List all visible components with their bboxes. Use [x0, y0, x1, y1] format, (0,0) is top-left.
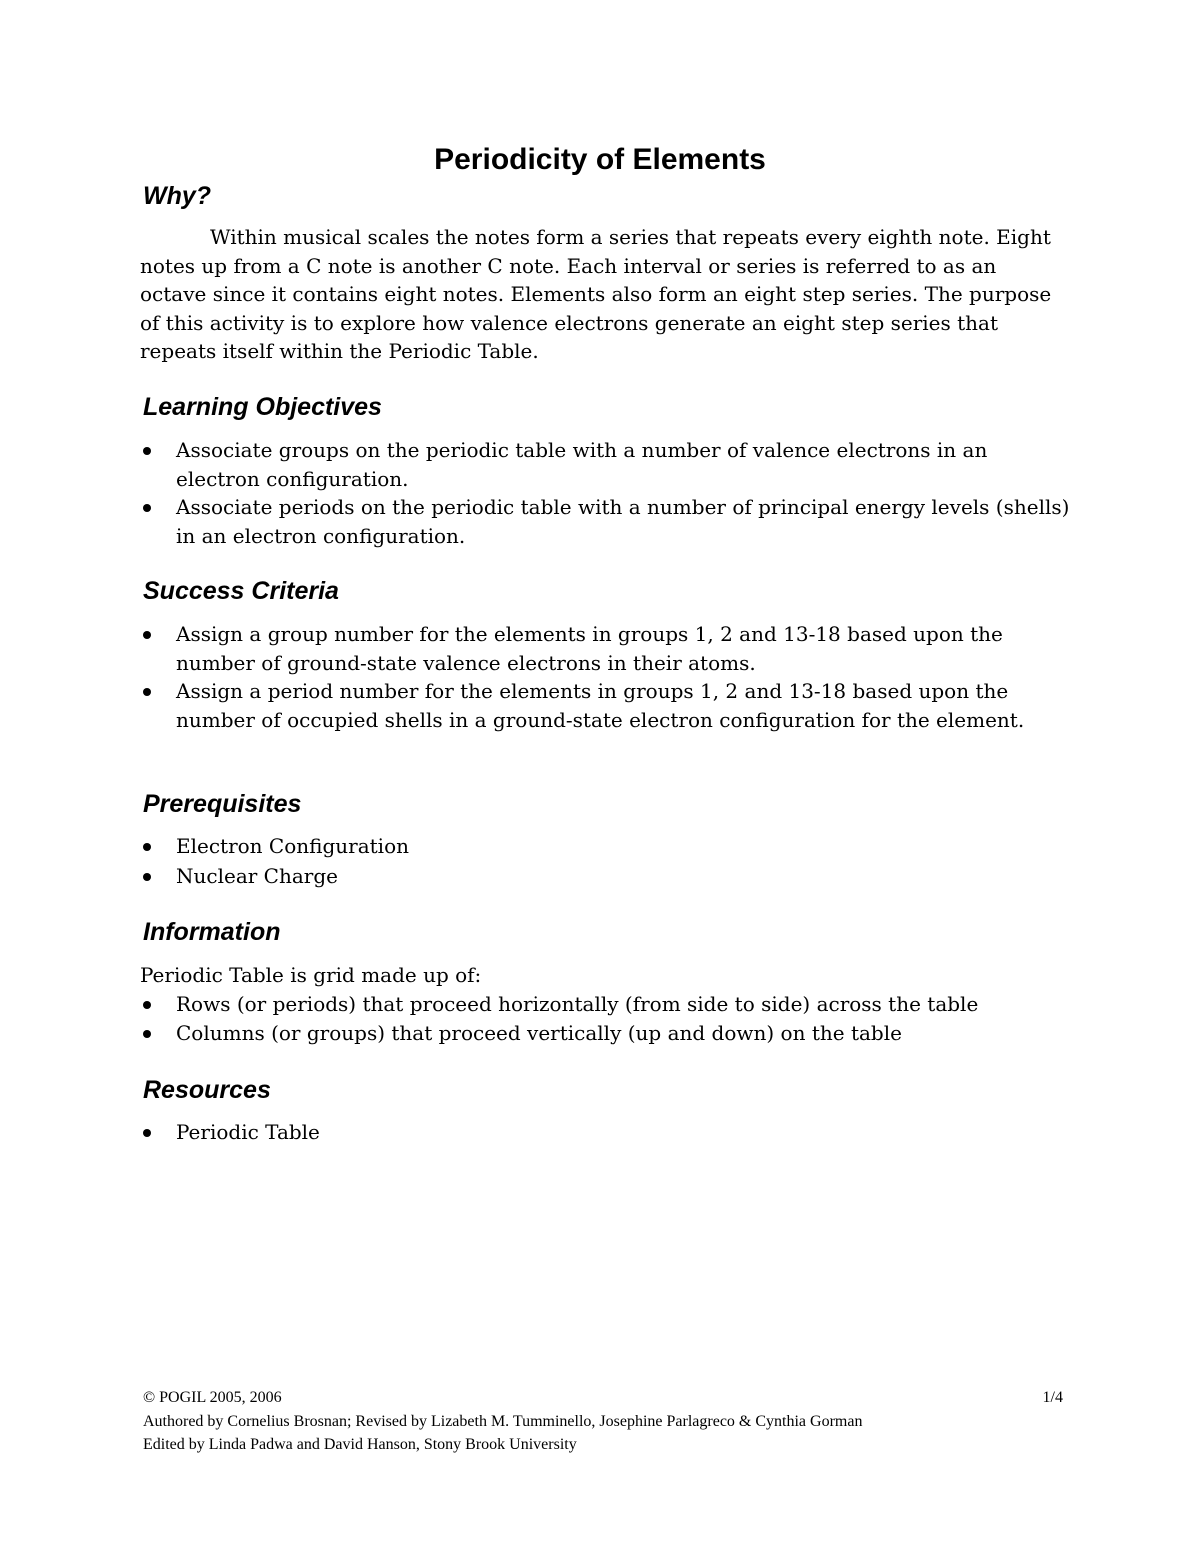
list-item-text: Periodic Table	[176, 1120, 320, 1144]
list-item	[140, 832, 1070, 861]
success-criteria-heading: Success Criteria	[143, 577, 339, 605]
why-paragraph: Within musical scales the notes form a series that repeats every eighth note. Eight notes up from a C note is another C note. Each interval or series is referred to as an octave since it contains eight notes. Elements also form an eight step series. The purpose of this activity is to explore how valence electrons generate an eight step series that repeats itself within the Periodic Table.	[140, 225, 1052, 363]
bullet-icon	[143, 843, 151, 851]
list-item-text: Assign a group number for the elements in groups 1, 2 and 13-18 based upon the number of ground-state valence electrons in their atoms.	[176, 622, 1003, 675]
list-item-text: Assign a period number for the elements in groups 1, 2 and 13-18 based upon the number of occupied shells in a ground-state electron configuration for the element.	[176, 679, 1025, 732]
prerequisites-list	[140, 832, 1070, 890]
list-item	[140, 493, 1070, 550]
bullet-icon	[143, 1001, 151, 1009]
list-item	[140, 862, 1070, 891]
list-item	[140, 1019, 1070, 1048]
copyright-notice: © POGIL 2005, 2006	[143, 1389, 282, 1406]
information-list	[140, 990, 1070, 1047]
list-item-text: Rows (or periods) that proceed horizontally (from side to side) across the table	[176, 992, 979, 1016]
learning-objectives-list	[140, 436, 1070, 550]
bullet-icon	[143, 1030, 151, 1038]
authors-credit: Authored by Cornelius Brosnan; Revised by Lizabeth M. Tumminello, Josephine Parlagreco & Cynthia Gorman	[143, 1412, 863, 1430]
why-heading: Why?	[143, 182, 212, 210]
list-item-text: Columns (or groups) that proceed vertically (up and down) on the table	[176, 1020, 902, 1045]
list-item	[140, 1118, 1070, 1147]
bullet-icon	[143, 873, 151, 881]
success-criteria-list	[140, 620, 1070, 734]
page-number: 1/4	[1042, 1389, 1063, 1406]
bullet-icon	[143, 504, 151, 512]
list-item-text: Electron Configuration	[176, 834, 409, 858]
list-item	[140, 990, 1070, 1019]
resources-heading: Resources	[143, 1076, 271, 1104]
information-intro: Periodic Table is grid made up of:	[140, 963, 482, 987]
bullet-icon	[143, 1129, 151, 1137]
prerequisites-heading: Prerequisites	[143, 790, 302, 818]
list-item-text: Associate periods on the periodic table with a number of principal energy levels (shells) in an electron configuration.	[176, 495, 1070, 548]
editors-credit: Edited by Linda Padwa and David Hanson, Stony Brook University	[143, 1436, 577, 1453]
list-item	[140, 436, 1070, 493]
list-item-text: Associate groups on the periodic table with a number of valence electrons in an electron configuration.	[176, 438, 988, 491]
bullet-icon	[143, 688, 151, 696]
list-item	[140, 677, 1070, 734]
learning-objectives-heading: Learning Objectives	[143, 393, 382, 421]
resources-list	[140, 1118, 1070, 1147]
list-item	[140, 620, 1070, 677]
page-footer	[143, 1386, 1063, 1457]
page-title: Periodicity of Elements	[434, 143, 766, 176]
bullet-icon	[143, 447, 151, 455]
list-item-text: Nuclear Charge	[176, 863, 338, 888]
information-heading: Information	[143, 918, 281, 946]
footer-top-row	[143, 1386, 1063, 1410]
bullet-icon	[143, 631, 151, 639]
